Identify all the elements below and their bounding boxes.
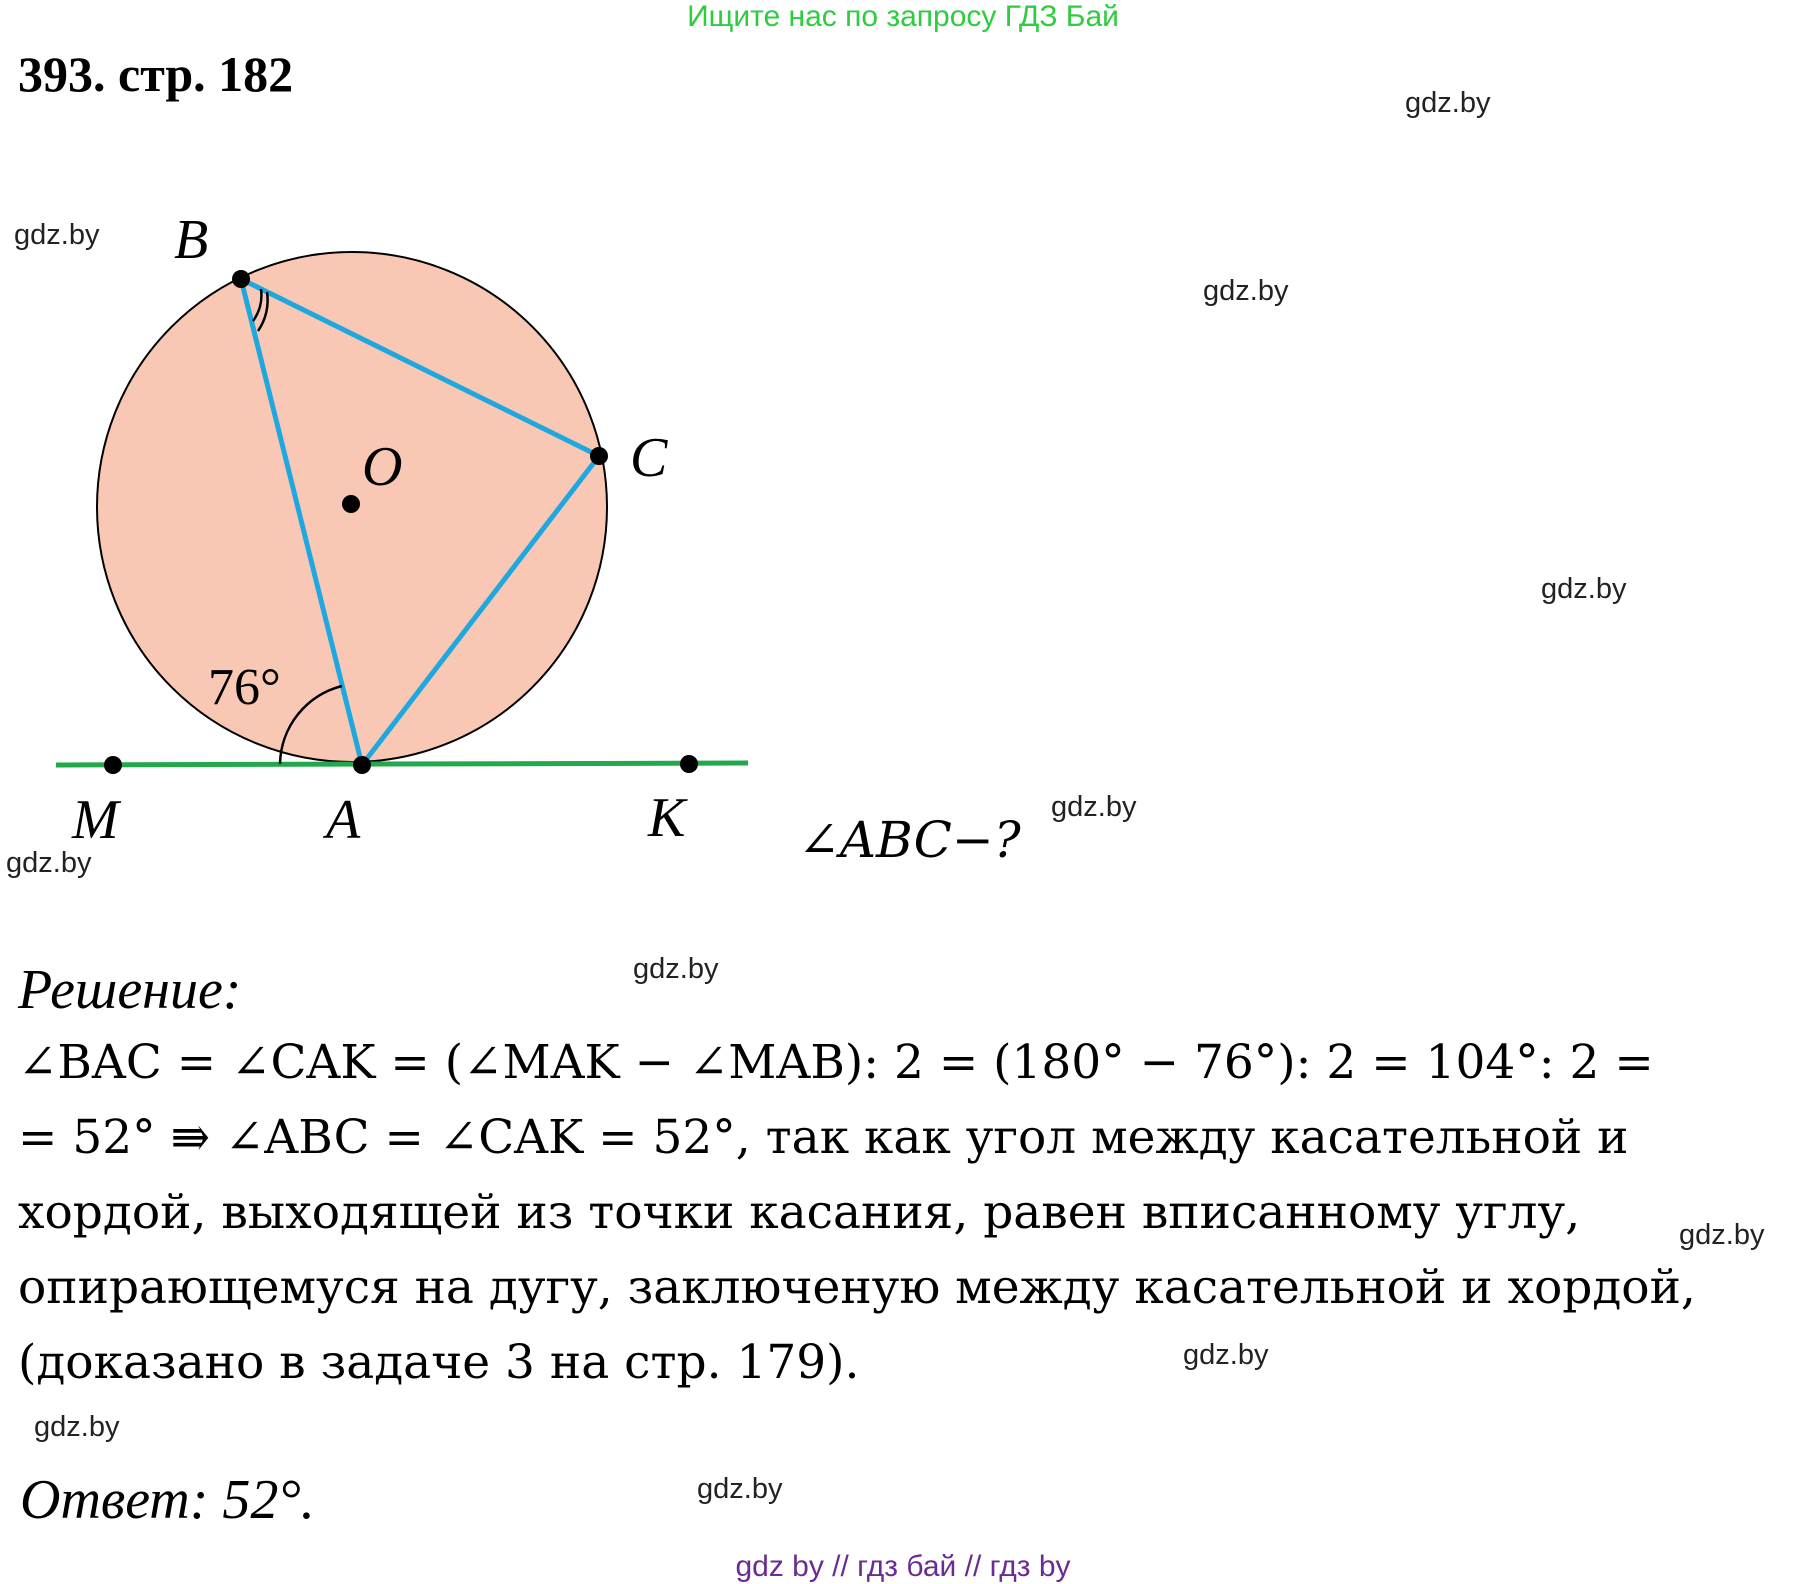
watermark: gdz.by	[1405, 87, 1491, 119]
solution-line: (доказано в задаче 3 на стр. 179).	[18, 1335, 860, 1390]
task-title: 393. стр. 182	[18, 46, 294, 102]
point-c	[590, 447, 608, 465]
solution-line: хордой, выходящей из точки касания, равен вписанному углу,	[18, 1185, 1581, 1240]
label-c: C	[630, 427, 668, 489]
solution-line: опирающемуся на дугу, заключеную между касательной и хордой,	[18, 1260, 1696, 1315]
label-b: B	[174, 209, 209, 271]
label-m: M	[72, 789, 119, 851]
label-k: K	[648, 787, 686, 849]
point-o	[342, 495, 360, 513]
watermark: gdz.by	[1183, 1339, 1269, 1371]
top-banner: Ищите нас по запросу ГДЗ Бай	[687, 0, 1119, 33]
watermark: gdz.by	[1203, 275, 1289, 307]
point-k	[680, 755, 698, 773]
point-a	[353, 756, 371, 774]
label-o: O	[362, 436, 403, 498]
watermark: gdz.by	[14, 219, 100, 251]
angle-76-label: 76°	[208, 659, 281, 716]
watermark: gdz.by	[34, 1411, 120, 1443]
solution-heading: Решение:	[18, 959, 242, 1021]
watermark: gdz.by	[633, 953, 719, 985]
answer: Ответ: 52°.	[20, 1469, 315, 1531]
watermark: gdz.by	[1541, 573, 1627, 605]
label-a: A	[326, 789, 361, 851]
point-b	[232, 270, 250, 288]
watermark: gdz.by	[6, 847, 92, 879]
solution-line: = 52° ⇛ ∠ABC = ∠CAK = 52°, так как угол между касательной и	[18, 1110, 1629, 1165]
watermark: gdz.by	[1679, 1219, 1765, 1251]
tangent-line	[56, 763, 748, 765]
point-m	[104, 756, 122, 774]
solution-line: ∠BAC = ∠CAK = (∠MAK − ∠MAB): 2 = (180° − 76°): 2 = 104°: 2 =	[18, 1035, 1654, 1090]
watermark: gdz.by	[1051, 791, 1137, 823]
watermark: gdz.by	[697, 1473, 783, 1505]
question: ∠ABC−?	[798, 811, 1021, 869]
footer-links: gdz by // гдз бай // гдз by	[735, 1550, 1071, 1583]
